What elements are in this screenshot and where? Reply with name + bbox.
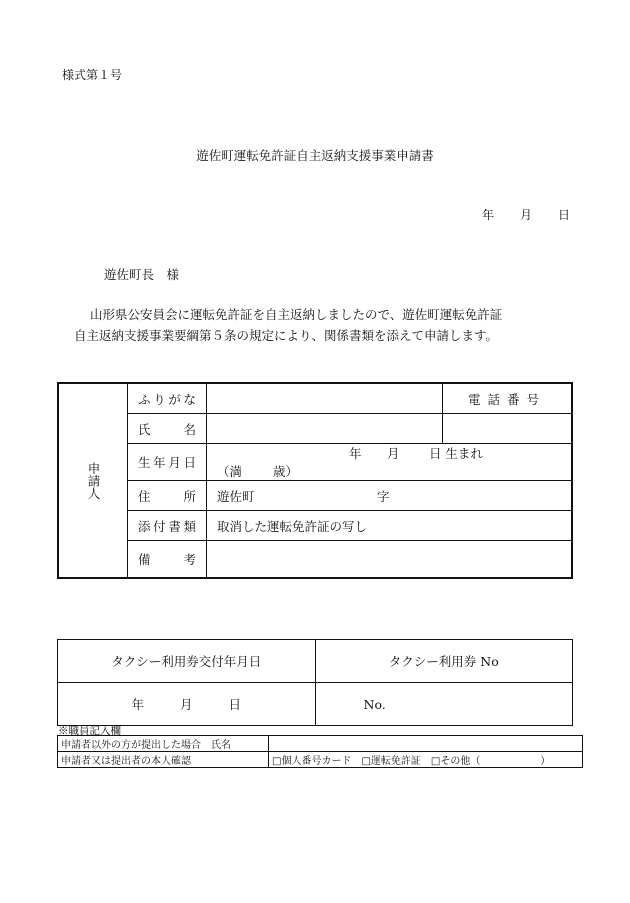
date-day: 日 — [557, 208, 570, 222]
birthdate-label: 生年月日 — [128, 444, 207, 481]
remarks-field[interactable] — [207, 541, 573, 579]
taxi-no-header: タクシー利用券 No — [315, 640, 573, 683]
remarks-label: 備 考 — [128, 541, 207, 579]
applicant-table — [57, 382, 573, 579]
birth-day: 日 生まれ — [428, 446, 483, 461]
birth-year: 年 — [348, 446, 362, 461]
staff-row2-label: 申請者又は提出者の本人確認 — [58, 752, 269, 768]
taxi-date-year: 年 — [131, 697, 144, 712]
taxi-date-day: 日 — [228, 697, 242, 712]
taxi-no-field[interactable] — [315, 683, 573, 726]
attachment-value: 取消した運転免許証の写し — [207, 511, 573, 541]
birth-month: 月 — [386, 446, 400, 461]
applicant-side-label: 申請人 — [58, 383, 128, 578]
document-title: 遊佐町運転免許証自主返納支援事業申請書 — [196, 148, 434, 163]
name-field[interactable] — [207, 414, 443, 444]
staff-row2-options[interactable]: □個人番号カード □運転免許証 □その他（ ） — [269, 752, 583, 768]
date-year: 年 — [481, 208, 494, 222]
taxi-date-month: 月 — [179, 697, 193, 712]
statement-line-1: 山形県公安員会に運転免許証を自主返納しましたので、遊佐町運転免許証 — [90, 307, 503, 322]
statement-line-2: 自主返納支援事業要綱第５条の規定により、関係書類を添えて申請します。 — [74, 328, 499, 343]
age-open: （満 — [217, 464, 243, 479]
address-town: 遊佐町 — [217, 488, 255, 504]
addressee: 遊佐町長 様 — [104, 267, 180, 282]
furigana-label: ふりがな — [128, 383, 207, 414]
staff-table — [57, 735, 583, 768]
taxi-ticket-table — [57, 639, 573, 726]
birthdate-field[interactable] — [207, 444, 573, 481]
address-aza: 字 — [377, 488, 390, 504]
address-label: 住 所 — [128, 481, 207, 511]
date-month: 月 — [519, 208, 532, 222]
name-label: 氏 名 — [128, 414, 207, 444]
staff-row1-field[interactable] — [269, 736, 583, 752]
form-number: 様式第１号 — [62, 68, 123, 82]
application-statement — [74, 304, 554, 346]
staff-note: ※職員記入欄 — [58, 725, 121, 737]
phone-label: 電話番号 — [443, 383, 573, 414]
taxi-date-header: タクシー利用券交付年月日 — [58, 640, 316, 683]
taxi-date-field[interactable] — [58, 683, 316, 726]
taxi-no-value: No. — [363, 696, 386, 712]
age-close: 歳） — [272, 464, 298, 479]
staff-row1-label: 申請者以外の方が提出した場合 氏名 — [58, 736, 269, 752]
attachment-label: 添付書類 — [128, 511, 207, 541]
application-date — [482, 206, 570, 223]
phone-field[interactable] — [443, 414, 573, 444]
address-field[interactable] — [207, 481, 573, 511]
furigana-field[interactable] — [207, 383, 443, 414]
